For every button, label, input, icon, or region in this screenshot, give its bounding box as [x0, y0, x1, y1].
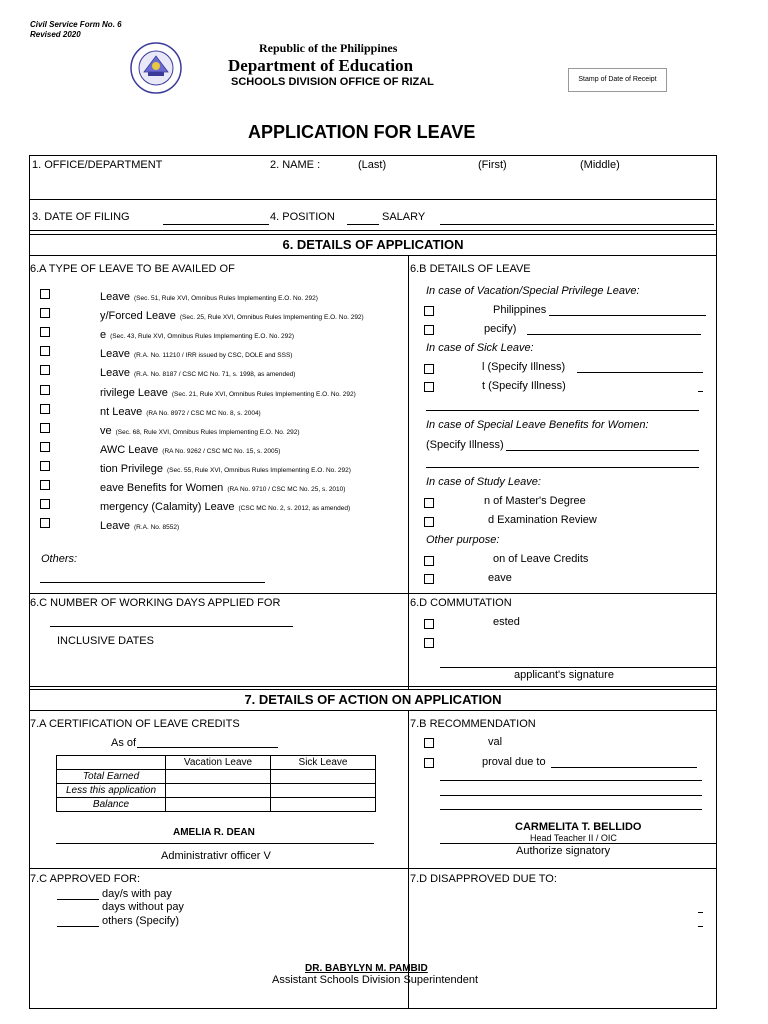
leave-type-item — [100, 402, 390, 420]
leave-type-reference: (RA No. 8972 / CSC MC No. 8, s. 2004) — [146, 410, 261, 417]
section-6c-title: 6.C NUMBER OF WORKING DAYS APPLIED FOR — [30, 597, 281, 609]
leave-type-checkbox[interactable] — [40, 289, 50, 299]
leave-type-item — [100, 421, 390, 439]
certifier-signature-line — [56, 843, 374, 844]
study-option-checkbox[interactable] — [424, 517, 434, 527]
section-6a-title: 6.A TYPE OF LEAVE TO BE AVAILED OF — [30, 263, 235, 275]
applicant-signature-field[interactable] — [440, 667, 716, 668]
sick-option-checkbox[interactable] — [424, 382, 434, 392]
date-filing-field[interactable] — [163, 224, 269, 225]
position-label: 4. POSITION — [270, 211, 335, 223]
commutation-option-checkbox[interactable] — [424, 638, 434, 648]
sick-option-field[interactable] — [698, 391, 703, 392]
leave-type-item — [100, 478, 390, 496]
recommendation-approval-checkbox[interactable] — [424, 738, 434, 748]
leave-type-item — [100, 383, 390, 401]
leave-type-reference: (Sec. 55, Rule XVI, Omnibus Rules Implementing E.O. No. 292) — [166, 467, 351, 474]
inclusive-dates-label: INCLUSIVE DATES — [57, 635, 154, 647]
leave-type-checkbox[interactable] — [40, 308, 50, 318]
leave-type-checkbox[interactable] — [40, 442, 50, 452]
section-6b-title: 6.B DETAILS OF LEAVE — [410, 263, 531, 275]
working-days-field[interactable] — [50, 626, 293, 627]
study-heading: In case of Study Leave: — [426, 476, 541, 488]
leave-type-item — [100, 344, 390, 362]
leave-type-reference: (R.A. No. 8552) — [133, 524, 180, 531]
recommendation-disapproval-label: proval due to — [482, 756, 546, 768]
leave-type-reference: (CSC MC No. 2, s. 2012, as amended) — [238, 505, 351, 512]
leave-type-checkbox[interactable] — [40, 404, 50, 414]
leave-type-item — [100, 440, 390, 458]
credits-row-label: Total Earned — [57, 770, 166, 784]
divider — [29, 230, 717, 231]
commutation-option-label: ested — [493, 616, 520, 628]
credits-header-vacation: Vacation Leave — [166, 756, 271, 770]
study-option-checkbox[interactable] — [424, 498, 434, 508]
certifier-name: AMELIA R. DEAN — [173, 827, 255, 838]
as-of-label: As of — [111, 737, 137, 749]
sick-option-label: t (Specify Illness) — [482, 380, 566, 392]
other-option-label: on of Leave Credits — [493, 553, 589, 565]
days-with-pay-field[interactable] — [57, 899, 99, 900]
certifier-title: Administrativr officer V — [161, 850, 271, 862]
others-specify-label: others (Specify) — [102, 915, 180, 927]
section-6-header: 6. DETAILS OF APPLICATION — [29, 234, 717, 256]
vacation-option-field[interactable] — [549, 315, 706, 316]
column-divider — [408, 256, 409, 690]
recommender-role: Authorize signatory — [516, 845, 611, 857]
section-7b-title: 7.B RECOMMENDATION — [410, 718, 536, 730]
recommendation-disapproval-checkbox[interactable] — [424, 758, 434, 768]
sick-option-label: l (Specify Illness) — [482, 361, 566, 373]
recommendation-approval-label: val — [488, 736, 503, 748]
credits-cell[interactable] — [166, 770, 271, 784]
leave-type-label: nt Leave — [100, 406, 143, 418]
first-name-label: (First) — [478, 159, 507, 171]
leave-type-label: Leave — [100, 367, 130, 379]
sick-option-checkbox[interactable] — [424, 364, 434, 374]
commutation-option-checkbox[interactable] — [424, 619, 434, 629]
section-7-header: 7. DETAILS OF ACTION ON APPLICATION — [29, 689, 717, 711]
recommender-title: Head Teacher II / OIC — [530, 833, 617, 843]
leave-type-label: eave Benefits for Women — [100, 482, 224, 494]
name-label: 2. NAME : — [270, 159, 321, 171]
leave-type-checkbox[interactable] — [40, 499, 50, 509]
leave-type-checkbox[interactable] — [40, 385, 50, 395]
deped-seal-logo — [126, 42, 186, 94]
credits-cell[interactable] — [166, 798, 271, 812]
women-label: (Specify Illness) — [426, 439, 504, 451]
section-6d-title: 6.D COMMUTATION — [410, 597, 512, 609]
disapproval-reason-field[interactable] — [440, 809, 702, 810]
sick-heading: In case of Sick Leave: — [426, 342, 534, 354]
other-option-checkbox[interactable] — [424, 556, 434, 566]
as-of-field[interactable] — [137, 747, 278, 748]
credits-cell[interactable] — [271, 770, 376, 784]
leave-type-checkbox[interactable] — [40, 480, 50, 490]
leave-type-label: ve — [100, 425, 112, 437]
salary-field[interactable] — [440, 224, 714, 225]
credits-cell[interactable] — [271, 798, 376, 812]
others-field[interactable] — [40, 582, 265, 583]
sick-option-field[interactable] — [577, 372, 703, 373]
vacation-option-checkbox[interactable] — [424, 325, 434, 335]
approver-title: Assistant Schools Division Superintendent — [272, 974, 479, 986]
disapproval-reason-field[interactable] — [440, 780, 702, 781]
leave-type-label: Leave — [100, 291, 130, 303]
other-purpose-heading: Other purpose: — [426, 534, 500, 546]
republic-heading: Republic of the Philippines — [259, 41, 398, 55]
leave-type-label: e — [100, 329, 107, 341]
leave-type-reference: (Sec. 51, Rule XVI, Omnibus Rules Implementing E.O. No. 292) — [133, 295, 318, 302]
leave-type-reference: (RA No. 9262 / CSC MC No. 15, s. 2005) — [162, 448, 281, 455]
others-label: Others: — [41, 553, 78, 565]
disapproval-reason-field[interactable] — [440, 795, 702, 796]
other-option-label: eave — [488, 572, 512, 584]
divider — [29, 593, 717, 594]
leave-type-reference: (Sec. 43, Rule XVI, Omnibus Rules Implementing E.O. No. 292) — [110, 333, 295, 340]
days-with-pay-label: day/s with pay — [102, 888, 172, 900]
leave-type-reference: (Sec. 25, Rule XVI, Omnibus Rules Implementing E.O. No. 292) — [179, 314, 364, 321]
leave-type-checkbox[interactable] — [40, 327, 50, 337]
vacation-heading: In case of Vacation/Special Privilege Leave: — [426, 285, 640, 297]
recommender-name: CARMELITA T. BELLIDO — [515, 821, 642, 833]
divider — [29, 199, 717, 200]
leave-type-label: mergency (Calamity) Leave — [100, 501, 235, 513]
leave-type-checkbox[interactable] — [40, 346, 50, 356]
leave-type-item — [100, 363, 390, 381]
leave-type-label: Leave — [100, 348, 130, 360]
disapproved-reason-field[interactable] — [698, 912, 703, 913]
department-heading: Department of Education — [228, 56, 414, 75]
leave-credits-table — [56, 755, 376, 812]
section-7a-title: 7.A CERTIFICATION OF LEAVE CREDITS — [30, 718, 240, 730]
leave-type-reference: (R.A. No. 8187 / CSC MC No. 71, s. 1998, as amended) — [133, 371, 296, 378]
form-number: Civil Service Form No. 6 — [30, 20, 122, 29]
leave-type-label: tion Privilege — [100, 463, 163, 475]
credits-row-label: Balance — [57, 798, 166, 812]
leave-type-checkbox[interactable] — [40, 461, 50, 471]
applicant-signature-label: applicant's signature — [514, 669, 614, 681]
disapproved-reason-field[interactable] — [698, 926, 703, 927]
leave-type-label: Leave — [100, 520, 130, 532]
leave-type-label: AWC Leave — [100, 444, 159, 456]
women-field[interactable] — [506, 450, 699, 451]
position-field[interactable] — [347, 224, 379, 225]
credits-row-label: Less this application — [57, 784, 166, 798]
disapproval-reason-field[interactable] — [551, 767, 697, 768]
study-option-label: d Examination Review — [488, 514, 597, 526]
leave-type-item — [100, 306, 390, 324]
receipt-stamp-box: Stamp of Date of Receipt — [568, 68, 667, 92]
vacation-option-label: Philippines — [493, 304, 547, 316]
salary-label: SALARY — [382, 211, 426, 223]
leave-type-item — [100, 459, 390, 477]
middle-name-label: (Middle) — [580, 159, 620, 171]
approver-name: DR. BABYLYN M. PAMBID — [305, 963, 428, 974]
leave-type-label: y/Forced Leave — [100, 310, 176, 322]
form-revision: Revised 2020 — [30, 30, 81, 39]
date-filing-label: 3. DATE OF FILING — [32, 211, 130, 223]
vacation-option-field[interactable] — [527, 334, 701, 335]
credits-cell[interactable] — [271, 784, 376, 798]
leave-type-reference: (Sec. 68, Rule XVI, Omnibus Rules Implementing E.O. No. 292) — [115, 429, 300, 436]
sick-extra-field[interactable] — [426, 410, 699, 411]
last-name-label: (Last) — [358, 159, 387, 171]
leave-type-checkbox[interactable] — [40, 423, 50, 433]
leave-type-checkbox[interactable] — [40, 365, 50, 375]
divider — [29, 868, 717, 869]
women-heading: In case of Special Leave Benefits for Women: — [426, 419, 649, 431]
credits-header-sick: Sick Leave — [271, 756, 376, 770]
leave-type-item — [100, 516, 390, 534]
leave-type-reference: (RA No. 9710 / CSC MC No. 25, s. 2010) — [227, 486, 346, 493]
leave-type-checkbox[interactable] — [40, 518, 50, 528]
leave-type-item — [100, 497, 390, 515]
study-option-label: n of Master's Degree — [484, 495, 586, 507]
leave-type-item — [100, 287, 390, 305]
recommender-signature-line — [440, 843, 716, 844]
leave-type-reference: (R.A. No. 11210 / IRR issued by CSC, DOLE and SSS) — [133, 352, 293, 359]
other-option-checkbox[interactable] — [424, 574, 434, 584]
section-7c-title: 7.C APPROVED FOR: — [30, 873, 141, 885]
vacation-option-label: pecify) — [484, 323, 517, 335]
page-title: APPLICATION FOR LEAVE — [248, 122, 476, 142]
credits-cell[interactable] — [166, 784, 271, 798]
division-heading: SCHOOLS DIVISION OFFICE OF RIZAL — [231, 76, 434, 88]
vacation-option-checkbox[interactable] — [424, 306, 434, 316]
days-without-pay-label: days without pay — [102, 901, 184, 913]
leave-type-item — [100, 325, 390, 343]
office-label: 1. OFFICE/DEPARTMENT — [32, 159, 163, 171]
others-specify-field[interactable] — [57, 926, 99, 927]
divider — [29, 686, 717, 687]
leave-type-reference: (Sec. 21, Rule XVI, Omnibus Rules Implementing E.O. No. 292) — [171, 391, 356, 398]
section-7d-title: 7.D DISAPPROVED DUE TO: — [410, 873, 557, 885]
leave-type-label: rivilege Leave — [100, 387, 168, 399]
women-extra-field[interactable] — [426, 467, 699, 468]
